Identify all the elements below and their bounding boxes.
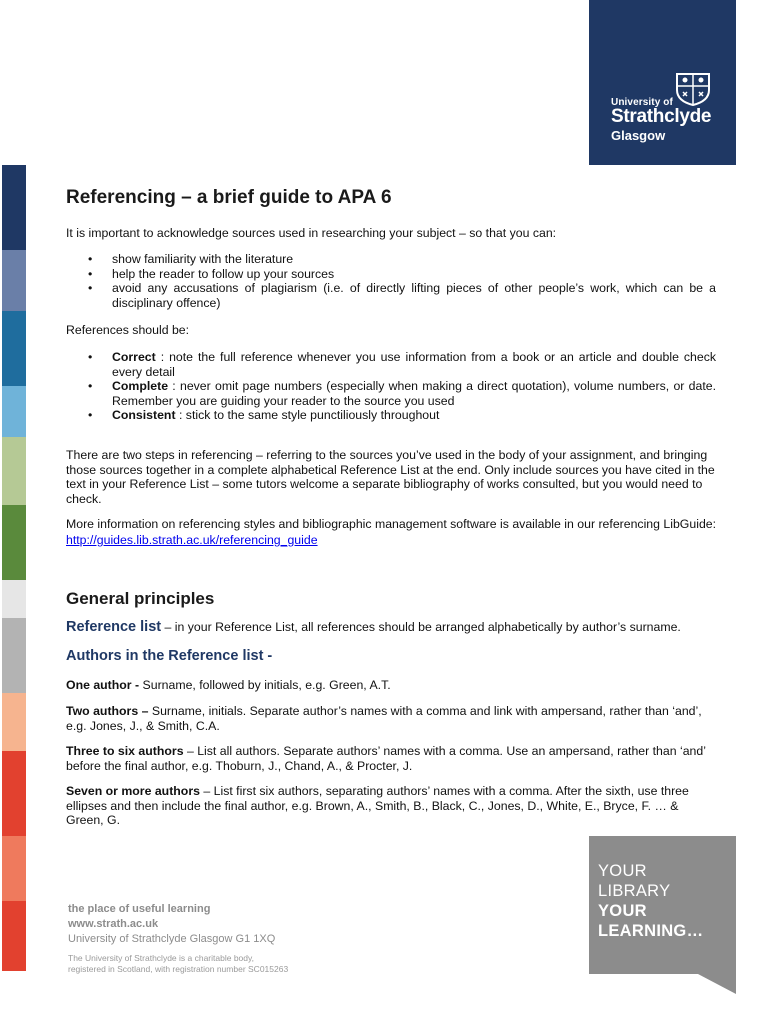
logo-glasgow: Glasgow (611, 128, 666, 143)
reference-list-paragraph (66, 620, 718, 635)
footer-charity-line1: The University of Strathclyde is a charitable body, (68, 953, 254, 963)
author-rule-three-to-six (66, 744, 718, 773)
stripe-segment (2, 165, 26, 250)
list-item (66, 408, 716, 423)
footer-charity-line2: registered in Scotland, with registration number SC015263 (68, 964, 289, 974)
stripe-segment (2, 580, 26, 618)
term: One author - (66, 678, 140, 692)
desc: Surname, initials. Separate author’s names with a comma and link with ampersand, rather than ‘and’, e.g. Jones, J., & Smith, C.A. (66, 704, 702, 733)
panel-line4: LEARNING… (598, 922, 704, 940)
author-rule-two (66, 704, 718, 733)
libguide-link[interactable]: http://guides.lib.strath.ac.uk/referencing_guide (66, 533, 318, 547)
footer-website: www.strath.ac.uk (68, 918, 159, 930)
term: Three to six authors (66, 744, 184, 758)
intro-paragraph: It is important to acknowledge sources used in researching your subject – so that you can: (66, 226, 557, 240)
logo-strathclyde: Strathclyde (611, 106, 712, 127)
panel-line3: YOUR (598, 902, 647, 920)
intro-bullet-list (66, 252, 716, 310)
more-info-paragraph (66, 516, 718, 548)
desc: : note the full reference whenever you use information from a book or an article and double check every detail (112, 350, 716, 379)
reference-list-label: Reference list (66, 619, 162, 635)
stripe-segment (2, 836, 26, 901)
term: Two authors – (66, 704, 149, 718)
stripe-segment (2, 618, 26, 693)
authors-heading: Authors in the Reference list - (66, 648, 273, 664)
desc: : never omit page numbers (especially when making a direct quotation), volume numbers, or date. Remember you are guiding your reader to the source you used (112, 379, 716, 408)
stripe-segment (2, 437, 26, 505)
stripe-segment (2, 751, 26, 836)
desc: – List all authors. Separate authors’ names with a comma. Use an ampersand, rather than ‘and’ before the final author, e.g. Thoburn, J., Chand, A., & Procter, J. (66, 744, 706, 773)
term: Complete (112, 379, 169, 393)
stripe-segment (2, 386, 26, 437)
your-library-panel (589, 836, 736, 974)
list-item: • show familiarity with the literature (66, 252, 716, 267)
list-item: • avoid any accusations of plagiarism (i.e. of directly lifting pieces of other people’s work, which can be a disciplinary offence) (66, 281, 716, 310)
author-rule-one (66, 678, 718, 693)
stripe-segment (2, 693, 26, 751)
stripe-segment (2, 311, 26, 386)
stripe-segment (2, 250, 26, 311)
logo-university-of: University of (611, 97, 673, 108)
desc: – List first six authors, separating authors’ names with a comma. After the sixth, use three ellipses and then include the final author, e.g. Brown, A., Smith, B., Black, C., Jones, D., White, E., Bryce, F. … & Green, G. (66, 784, 689, 827)
term: Consistent (112, 408, 176, 422)
page-title: Referencing – a brief guide to APA 6 (66, 187, 392, 208)
term: Correct (112, 350, 156, 364)
crest-icon (675, 72, 711, 106)
author-rule-seven-plus (66, 784, 718, 828)
stripe-segment (2, 505, 26, 580)
list-item (66, 350, 716, 379)
list-item: • help the reader to follow up your sources (66, 267, 716, 282)
footer-tagline: the place of useful learning (68, 903, 211, 915)
stripe-segment (2, 901, 26, 971)
university-logo (589, 0, 736, 165)
panel-tail (698, 974, 736, 994)
desc: Surname, followed by initials, e.g. Green, A.T. (139, 678, 391, 692)
references-should-be: References should be: (66, 323, 190, 337)
more-info-text: More information on referencing styles and bibliographic management software is available in our referencing LibGuide: (66, 517, 717, 531)
panel-line1: YOUR (598, 862, 647, 880)
reference-list-text: – in your Reference List, all references should be arranged alphabetically by author’s surname. (161, 620, 681, 634)
term: Seven or more authors (66, 784, 200, 798)
list-item (66, 379, 716, 408)
two-steps-paragraph: There are two steps in referencing – referring to the sources you’ve used in the body of your assignment, and bringing those sources together in a complete alphabetical Reference List at the end. Only include sources you have cited in the text in your Reference List – some tutors welcome a separate bibliography of works consulted, but you would need to check. (66, 448, 715, 506)
section-heading-general-principles: General principles (66, 589, 215, 608)
panel-line2: LIBRARY (598, 882, 671, 900)
desc: : stick to the same style punctiliously throughout (175, 408, 440, 422)
reference-qualities-list (66, 350, 716, 423)
footer-address: University of Strathclyde Glasgow G1 1XQ (68, 933, 276, 945)
